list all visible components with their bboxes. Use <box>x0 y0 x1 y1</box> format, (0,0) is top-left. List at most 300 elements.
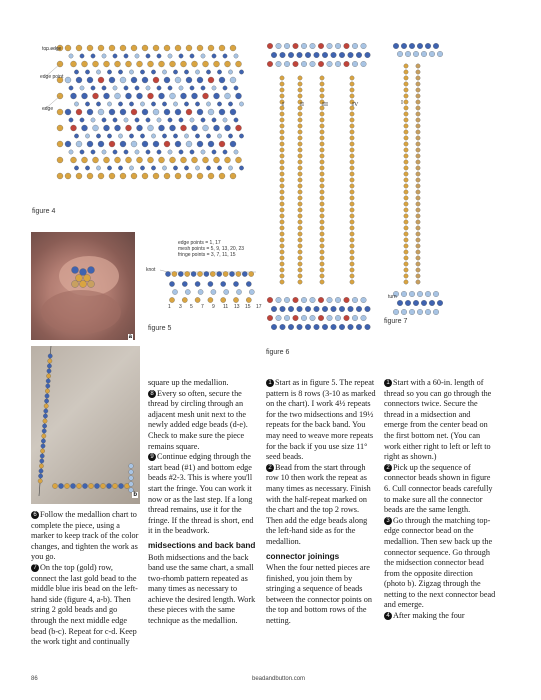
lattice-bead <box>168 86 172 90</box>
lattice-bead <box>186 141 192 147</box>
connector-bead <box>280 94 284 98</box>
lattice-bead <box>85 102 89 106</box>
photo-bead <box>39 464 43 468</box>
band-bead <box>339 52 345 58</box>
mesh-bead <box>169 297 174 302</box>
lattice-bead <box>137 61 143 67</box>
lattice-bead <box>173 70 177 74</box>
lattice-bead <box>239 134 243 138</box>
band-bead <box>267 43 273 49</box>
lattice-bead <box>131 141 137 147</box>
connector-bead <box>416 208 420 212</box>
photo-bead <box>129 476 134 481</box>
mesh-bead <box>211 289 216 294</box>
lattice-bead <box>230 45 236 51</box>
lattice-bead <box>151 166 155 170</box>
photo-bead <box>118 483 123 488</box>
photo-bead <box>42 424 46 428</box>
photo-bead <box>47 369 51 373</box>
connector-bead <box>320 244 324 248</box>
lattice-bead <box>217 166 221 170</box>
lattice-bead <box>74 102 78 106</box>
photo-bead <box>70 483 75 488</box>
photo-bead <box>48 359 52 363</box>
connector-bead <box>350 250 354 254</box>
lattice-bead <box>82 93 88 99</box>
connector-bead <box>416 262 420 266</box>
lattice-bead <box>142 45 148 51</box>
lattice-bead <box>192 61 198 67</box>
connector-bead <box>350 202 354 206</box>
text-column-3 <box>266 378 376 627</box>
connector-bead <box>416 250 420 254</box>
lattice-bead <box>102 54 106 58</box>
photo-bead <box>48 354 52 358</box>
lattice-bead <box>214 125 220 131</box>
band-bead <box>288 52 294 58</box>
band-bead <box>356 52 362 58</box>
lattice-bead <box>120 77 126 83</box>
lattice-bead <box>208 109 214 115</box>
lattice-bead <box>140 102 144 106</box>
connector-bead <box>404 178 408 182</box>
connector-bead <box>404 142 408 146</box>
photo-bead <box>44 409 48 413</box>
row-bead <box>217 271 222 276</box>
connector-bead <box>404 82 408 86</box>
lattice-bead <box>137 157 143 163</box>
band-bead <box>413 51 419 57</box>
figure-7 <box>388 38 448 328</box>
connector-bead <box>350 214 354 218</box>
lattice-bead <box>148 125 154 131</box>
connector-bead <box>280 268 284 272</box>
lattice-bead <box>87 45 93 51</box>
row-bead <box>236 271 241 276</box>
lattice-bead <box>80 118 84 122</box>
lattice-bead <box>126 157 132 163</box>
lattice-bead <box>129 70 133 74</box>
connector-bead <box>350 82 354 86</box>
lattice-bead <box>236 157 242 163</box>
connector-bead <box>404 280 408 284</box>
mesh-bead <box>195 297 200 302</box>
connector-bead <box>280 274 284 278</box>
connector-bead <box>416 274 420 278</box>
lattice-bead <box>76 141 82 147</box>
step-7: 7 On the top (gold) row, connect the last gold bead to the middle blue iris bead on the left-hand side (figure 4, a-b). Then string 2 gold beads and go through the next middle edge bead (b-c). Repeat for c-d. Keep the work tight and continually <box>31 562 138 647</box>
photo-bead <box>72 267 79 274</box>
lattice-bead <box>219 77 225 83</box>
lattice-bead <box>153 173 159 179</box>
lattice-bead <box>148 93 154 99</box>
lattice-bead <box>74 166 78 170</box>
band-bead <box>417 291 423 297</box>
lattice-bead <box>179 118 183 122</box>
lattice-bead <box>228 102 232 106</box>
lattice-bead <box>124 118 128 122</box>
band-bead <box>352 61 358 67</box>
point-number-label: 11 <box>223 304 229 310</box>
lattice-bead <box>109 141 115 147</box>
figure-4 <box>30 38 250 208</box>
lattice-bead <box>214 61 220 67</box>
lattice-bead <box>96 102 100 106</box>
photo-bead <box>58 483 63 488</box>
lattice-bead <box>131 173 137 179</box>
connector-bead <box>350 256 354 260</box>
band-bead <box>310 61 316 67</box>
band-bead <box>413 300 419 306</box>
mesh-bead <box>249 289 254 294</box>
lattice-bead <box>65 77 71 83</box>
connector-bead <box>416 64 420 68</box>
connector-bead <box>280 88 284 92</box>
band-bead <box>297 324 303 330</box>
lattice-bead <box>223 54 227 58</box>
figure-5-legend-edge: edge points = 1, 17 <box>178 240 221 246</box>
lattice-bead <box>217 102 221 106</box>
lattice-bead <box>71 157 77 163</box>
connector-bead <box>280 238 284 242</box>
lattice-bead <box>186 45 192 51</box>
lattice-bead <box>98 173 104 179</box>
photo-bead <box>44 399 48 403</box>
connector-bead <box>298 244 302 248</box>
band-bead <box>327 315 333 321</box>
lattice-bead <box>184 134 188 138</box>
lattice-bead <box>96 134 100 138</box>
lattice-bead <box>223 118 227 122</box>
lattice-bead <box>201 54 205 58</box>
connector-bead <box>320 250 324 254</box>
lattice-bead <box>142 109 148 115</box>
connector-bead <box>298 202 302 206</box>
photo-bead <box>45 389 49 393</box>
lattice-bead <box>162 134 166 138</box>
lattice-bead <box>65 141 71 147</box>
connector-bead <box>320 160 324 164</box>
band-bead <box>276 315 282 321</box>
figure-5-legend-mesh: mesh points = 5, 9, 13, 20, 23 <box>178 246 245 252</box>
photo-bead <box>106 483 111 488</box>
connector-bead <box>298 148 302 152</box>
photo-bead <box>44 404 48 408</box>
band-bead <box>331 324 337 330</box>
mesh-bead <box>246 297 251 302</box>
figure-6-roman-4: IV <box>352 102 359 108</box>
band-bead <box>267 61 273 67</box>
lattice-bead <box>120 45 126 51</box>
lattice-bead <box>91 54 95 58</box>
connector-bead <box>404 232 408 236</box>
connector-bead <box>298 160 302 164</box>
connector-bead <box>298 124 302 128</box>
connector-bead <box>404 172 408 176</box>
lattice-bead <box>236 93 242 99</box>
connector-bead <box>404 244 408 248</box>
photo-bead <box>129 482 134 487</box>
photo-bead <box>129 464 134 469</box>
band-bead <box>331 306 337 312</box>
lattice-bead <box>184 166 188 170</box>
photo-bead <box>43 414 47 418</box>
connector-bead <box>416 232 420 236</box>
figure-5-label: figure 5 <box>148 325 172 332</box>
connector-bead <box>298 238 302 242</box>
lattice-bead <box>118 134 122 138</box>
lattice-bead <box>74 134 78 138</box>
connector-bead <box>298 142 302 146</box>
lattice-bead <box>153 141 159 147</box>
lattice-bead <box>118 102 122 106</box>
connector-bead <box>404 64 408 68</box>
lattice-bead <box>234 118 238 122</box>
lattice-bead <box>69 118 73 122</box>
connector-bead <box>280 124 284 128</box>
lattice-bead <box>135 86 139 90</box>
lattice-bead <box>179 86 183 90</box>
connector-bead <box>416 124 420 128</box>
row-bead <box>242 271 247 276</box>
connector-bead <box>350 208 354 212</box>
connector-bead <box>320 256 324 260</box>
band-bead <box>284 61 290 67</box>
conn-step-4: 4 After making the four <box>384 611 496 622</box>
connector-bead <box>404 88 408 92</box>
lattice-bead <box>197 77 203 83</box>
text-column-2 <box>148 378 258 627</box>
mid-step-1: 1 Start as in figure 5. The repeat pattern is 8 rows (3-10 as marked on the chart). I work 4½ repeats for the two midsections and 19½ repeats for the back band. You may need to weave more repeats for the back if you use size 11° seed beads. <box>266 378 376 462</box>
band-bead <box>293 297 299 303</box>
lattice-bead <box>107 134 111 138</box>
connector-bead <box>280 244 284 248</box>
lattice-bead <box>197 141 203 147</box>
band-bead <box>417 309 423 315</box>
connector-bead <box>404 208 408 212</box>
lattice-bead <box>153 45 159 51</box>
connector-bead <box>298 196 302 200</box>
lattice-bead <box>170 125 176 131</box>
connector-bead <box>416 76 420 80</box>
band-bead <box>327 61 333 67</box>
band-bead <box>322 306 328 312</box>
band-bead <box>409 309 415 315</box>
band-bead <box>293 315 299 321</box>
lattice-bead <box>93 93 99 99</box>
callout-top-edge: top edge <box>42 46 62 52</box>
connector-bead <box>350 190 354 194</box>
lattice-bead <box>91 86 95 90</box>
lattice-bead <box>208 141 214 147</box>
photo-bead <box>88 281 95 288</box>
connector-bead <box>350 274 354 278</box>
lattice-bead <box>195 70 199 74</box>
band-bead <box>305 306 311 312</box>
connector-bead <box>350 172 354 176</box>
text-column-4 <box>384 378 496 622</box>
connector-bead <box>298 178 302 182</box>
connector-bead <box>298 232 302 236</box>
lattice-bead <box>190 118 194 122</box>
band-bead <box>293 43 299 49</box>
connector-bead <box>416 202 420 206</box>
band-bead <box>429 300 435 306</box>
lattice-bead <box>168 118 172 122</box>
connector-bead <box>298 112 302 116</box>
lattice-bead <box>164 141 170 147</box>
connector-bead <box>280 136 284 140</box>
lattice-bead <box>219 141 225 147</box>
lattice-bead <box>208 173 214 179</box>
mid-step-2: 2 Bead from the start through row 10 then work the repeat as many times as necessary. Finish with the half-repeat marked on the chart and the top 2 rows. Then add the edge beads along the left-hand side as for the medallion. <box>266 462 371 546</box>
connector-bead <box>298 226 302 230</box>
lattice-bead <box>71 93 77 99</box>
photo-bead <box>64 483 69 488</box>
lattice-bead <box>82 157 88 163</box>
lattice-bead <box>151 70 155 74</box>
connector-bead <box>350 244 354 248</box>
lattice-bead <box>118 166 122 170</box>
lattice-bead <box>109 45 115 51</box>
connector-bead <box>416 88 420 92</box>
photo-bead <box>72 281 79 288</box>
band-bead <box>365 324 371 330</box>
photo-a-image <box>31 232 135 340</box>
point-number-label: 13 <box>234 304 240 310</box>
connector-bead <box>280 148 284 152</box>
mesh-bead <box>198 289 203 294</box>
lattice-bead <box>234 150 238 154</box>
connector-bead <box>298 76 302 80</box>
lattice-bead <box>115 61 121 67</box>
connector-bead <box>320 208 324 212</box>
band-bead <box>393 309 399 315</box>
point-number-label: 5 <box>190 304 193 310</box>
lattice-bead <box>104 93 110 99</box>
lattice-bead <box>129 134 133 138</box>
band-bead <box>276 43 282 49</box>
connector-bead <box>350 226 354 230</box>
photo-a-label: a <box>128 334 132 340</box>
lattice-bead <box>69 86 73 90</box>
lattice-bead <box>239 70 243 74</box>
connector-bead <box>320 88 324 92</box>
lattice-bead <box>140 166 144 170</box>
lattice-bead <box>217 134 221 138</box>
lattice-bead <box>85 70 89 74</box>
connector-bead <box>280 250 284 254</box>
lattice-bead <box>175 173 181 179</box>
connector-bead <box>298 166 302 170</box>
row-bead <box>165 271 170 276</box>
connector-bead <box>416 70 420 74</box>
photo-bead <box>84 275 91 282</box>
connector-bead <box>298 184 302 188</box>
connector-bead <box>320 172 324 176</box>
connector-bead <box>298 82 302 86</box>
photo-bead <box>76 483 81 488</box>
connector-bead <box>320 142 324 146</box>
connector-bead <box>350 166 354 170</box>
band-bead <box>348 324 354 330</box>
figure-6-roman-3: III <box>322 102 328 108</box>
connector-bead <box>298 262 302 266</box>
figure-5-legend-fringe: fringe points = 3, 7, 11, 15 <box>178 252 236 258</box>
lattice-bead <box>173 166 177 170</box>
band-bead <box>335 297 341 303</box>
lattice-bead <box>212 150 216 154</box>
band-bead <box>352 315 358 321</box>
connector-bead <box>404 238 408 242</box>
lattice-bead <box>219 173 225 179</box>
lattice-bead <box>113 86 117 90</box>
band-bead <box>301 61 307 67</box>
photo-bead <box>40 454 44 458</box>
lattice-bead <box>157 150 161 154</box>
connector-bead <box>280 202 284 206</box>
photo-bead <box>41 444 45 448</box>
connector-bead <box>416 220 420 224</box>
lattice-bead <box>201 150 205 154</box>
photo-bead <box>80 281 87 288</box>
connector-bead <box>416 196 420 200</box>
connector-bead <box>350 124 354 128</box>
lattice-bead <box>76 109 82 115</box>
lattice-bead <box>228 166 232 170</box>
lattice-bead <box>159 125 165 131</box>
lattice-bead <box>214 157 220 163</box>
lattice-bead <box>212 118 216 122</box>
band-bead <box>433 309 439 315</box>
lattice-bead <box>135 118 139 122</box>
lattice-bead <box>142 141 148 147</box>
band-bead <box>344 315 350 321</box>
connector-bead <box>280 160 284 164</box>
edge-bead <box>57 125 63 131</box>
row-bead <box>185 271 190 276</box>
lattice-bead <box>98 141 104 147</box>
band-bead <box>421 51 427 57</box>
conn-step-2: 2 Pick up the sequence of connector beads shown in figure 6. Cull connector beads carefully to make sure all the connector beads are the same length. <box>384 462 493 515</box>
lattice-bead <box>219 45 225 51</box>
connector-bead <box>280 142 284 146</box>
connector-bead <box>404 130 408 134</box>
mesh-bead <box>169 281 174 286</box>
band-bead <box>339 306 345 312</box>
lattice-bead <box>179 150 183 154</box>
lattice-bead <box>159 93 165 99</box>
connector-bead <box>416 112 420 116</box>
connector-bead <box>350 178 354 182</box>
band-bead <box>348 52 354 58</box>
lattice-bead <box>208 77 214 83</box>
connector-bead <box>280 280 284 284</box>
connector-bead <box>404 154 408 158</box>
lattice-bead <box>186 77 192 83</box>
lattice-bead <box>223 86 227 90</box>
edge-bead <box>57 109 63 115</box>
lattice-bead <box>190 54 194 58</box>
lattice-bead <box>192 93 198 99</box>
lattice-bead <box>192 157 198 163</box>
lattice-bead <box>170 157 176 163</box>
lattice-bead <box>214 93 220 99</box>
row-bead <box>204 271 209 276</box>
mesh-bead <box>233 281 238 286</box>
connector-bead <box>350 148 354 152</box>
connector-bead <box>280 256 284 260</box>
